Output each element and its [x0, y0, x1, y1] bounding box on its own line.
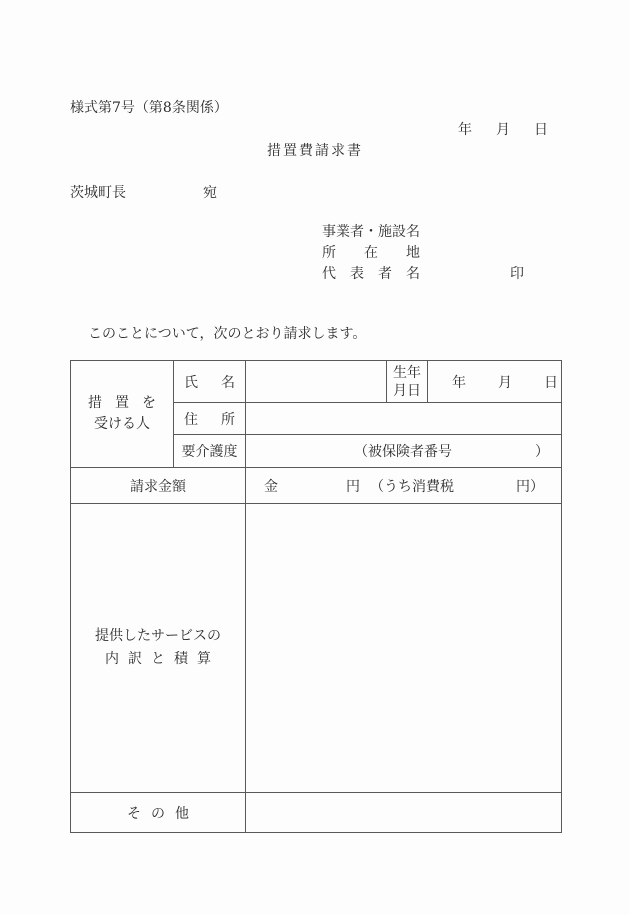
amount-yen-label: 円: [346, 478, 360, 495]
sender-address-label: 所 在 地: [322, 245, 420, 261]
birthdate-value-cell: [428, 361, 562, 403]
name-value-cell: [246, 361, 387, 403]
date-line: [458, 119, 548, 139]
birth-day-label: 日: [544, 374, 558, 391]
services-value-cell: [246, 504, 562, 793]
request-table: [70, 360, 562, 833]
date-month-label: 月: [496, 122, 510, 138]
address-value-cell: [246, 403, 562, 435]
birth-year-label: 年: [452, 374, 466, 391]
address-label-char2: 所: [221, 411, 235, 428]
date-year-label: 年: [458, 122, 472, 138]
services-label-line2: 内訳と積算: [105, 651, 220, 667]
services-label-line1: 提供したサービスの: [95, 628, 221, 644]
date-day-label: 日: [534, 122, 548, 138]
table-row-other: [71, 793, 562, 833]
table-row-services: [71, 504, 562, 793]
care-level-value-cell: [246, 435, 562, 468]
form-number: 様式第7号（第8条関係）: [70, 100, 228, 116]
address-label-cell: [174, 403, 246, 435]
insured-number-prefix: （被保険者番号: [354, 444, 452, 460]
name-label-char2: 名: [221, 374, 235, 391]
recipient-group-cell: [71, 361, 174, 468]
recipient-group-label-line1: 措置を: [88, 395, 169, 411]
table-row-amount: [71, 468, 562, 504]
birthdate-label-line1: 生年: [393, 364, 421, 381]
seal-label: 印: [510, 266, 524, 282]
sender-business-label: 事業者・施設名: [322, 224, 420, 240]
name-label-char1: 氏: [184, 374, 198, 391]
request-statement: このことについて，次のとおり請求します。: [88, 326, 367, 342]
addressee-suffix: 宛: [203, 185, 217, 201]
addressee-name: 茨城町長: [70, 185, 126, 201]
recipient-group-label-line2: 受ける人: [94, 416, 150, 432]
name-label-cell: [174, 361, 246, 403]
amount-tax-close-label: 円）: [516, 478, 544, 495]
services-label-cell: [71, 504, 246, 793]
amount-kin-label: 金: [264, 478, 278, 495]
sender-representative-label: 代 表 者 名: [322, 266, 420, 282]
birth-month-label: 月: [498, 374, 512, 391]
address-label-char1: 住: [184, 411, 198, 428]
amount-label-cell: 請求金額: [71, 468, 246, 504]
other-value-cell: [246, 793, 562, 833]
other-label-cell: [71, 793, 246, 833]
document-title: 措置費請求書: [267, 143, 363, 159]
amount-value-cell: [246, 468, 562, 504]
birthdate-label-cell: [387, 361, 428, 403]
care-level-label-cell: 要介護度: [174, 435, 246, 468]
other-label: その他: [127, 805, 199, 822]
table-row-name: [71, 361, 562, 403]
amount-tax-open-label: （うち消費税: [370, 478, 454, 495]
birthdate-label-line2: 月日: [393, 382, 421, 399]
insured-number-suffix: ）: [535, 444, 549, 460]
